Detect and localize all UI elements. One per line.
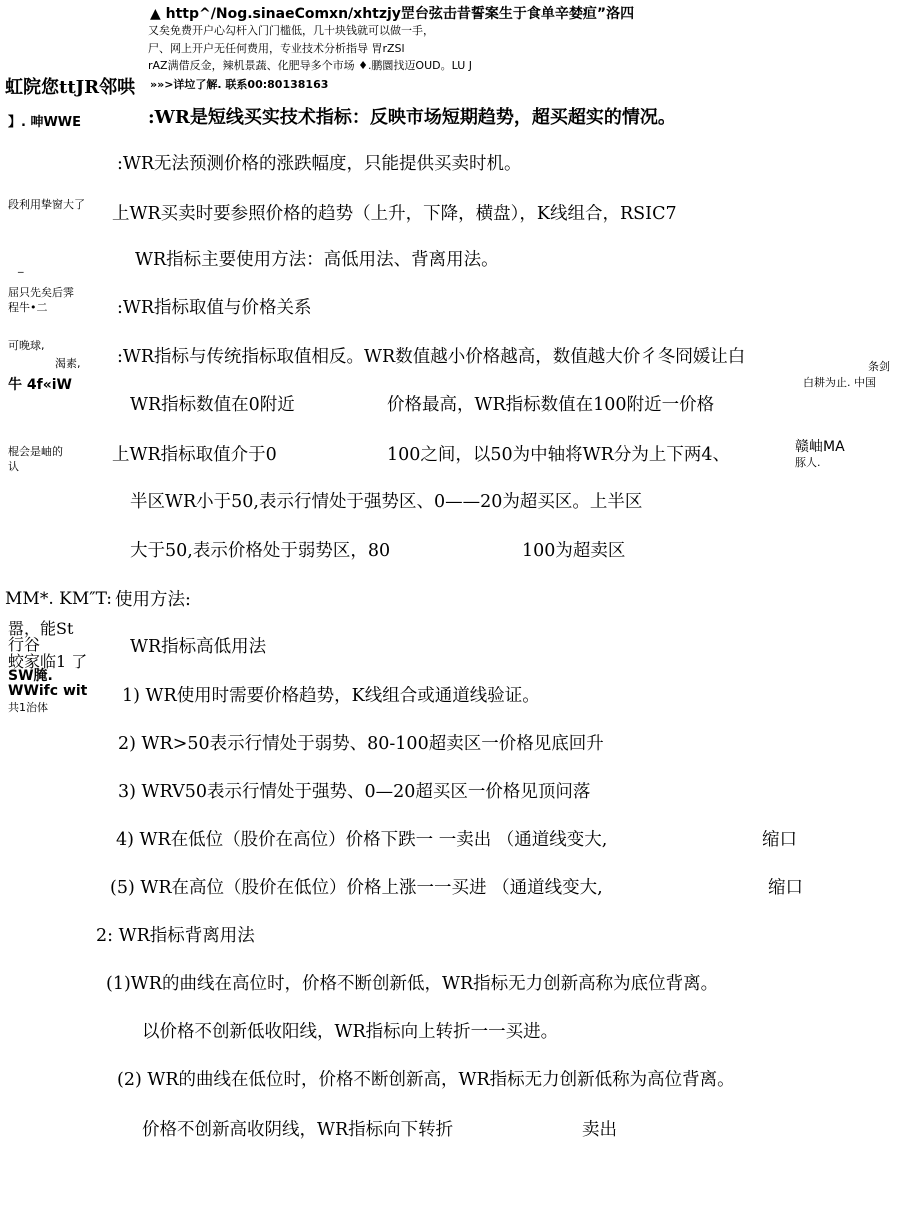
list-item-2: 2) WR>50表示行情处于弱势、80-100超卖区一价格见底回升 (118, 734, 604, 754)
header-line-4: rAZ满借反金，辣机景蔬、化肥导多个市场 ♦.鹏圜找迈OUD。LU J (148, 59, 472, 72)
right-note-1b: 白耕为止. 中国 (803, 376, 876, 389)
side-note-5c: 牛 4f«iW (8, 377, 72, 393)
paragraph-14: 以价格不创新低收阳线，WR指标向上转折一一买进。 (142, 1022, 559, 1042)
paragraph-16b: 卖出 (582, 1120, 617, 1140)
paragraph-10: 使用方法: (115, 590, 191, 610)
right-note-2b: 豚人. (795, 456, 821, 469)
side-note-8c: 蛟家临1 了 (8, 652, 88, 671)
side-note-6a: 棍会是岫的 (8, 445, 63, 458)
main-title: :WR是短线买实技术指标：反映市场短期趋势，超买超实的情况。 (148, 107, 676, 128)
right-note-2a: 赣岫MA (795, 439, 845, 455)
list-item-1: 1) WR使用时需要价格趋势，K线组合或通道线验证。 (122, 686, 540, 706)
right-note-1a: 条剑 (868, 360, 890, 373)
side-note-1: 】. 呻WWE (8, 115, 82, 130)
side-note-5a: 可晚球, (8, 339, 45, 352)
side-note-4b: 程牛•二 (8, 301, 48, 314)
list-item-5: (5) WR在高位（股价在低位）价格上涨一一买进 （通道线变大, (110, 878, 603, 898)
paragraph-6a: WR指标数值在0附近 (130, 395, 295, 415)
side-note-6b: 认 (8, 460, 19, 473)
list-item-4: 4) WR在低位（股价在高位）价格下跌一 一卖出 （通道线变大, (116, 830, 608, 850)
paragraph-13: (1)WR的曲线在高位时，价格不断创新低，WR指标无力创新高称为底位背离。 (106, 974, 719, 994)
side-note-7: MM*. KM″T: (5, 589, 113, 609)
paragraph-12: 2: WR指标背离用法 (96, 926, 255, 946)
side-note-8f: 共1治体 (8, 701, 48, 714)
side-note-3: _ (18, 260, 24, 273)
paragraph-11: WR指标高低用法 (130, 637, 267, 657)
list-item-5-tail: 缩口 (768, 878, 803, 898)
side-note-8d: SW腌. (8, 668, 53, 684)
header-line-5: »»>详垃了解. 联系00:80138163 (150, 78, 329, 91)
paragraph-7a: 上WR指标取值介于0 (112, 445, 277, 465)
side-note-8a: 嚣，能St (8, 619, 74, 638)
side-note-5b: 渴素, (55, 357, 81, 370)
header-line-3: 尸、网上开户无任何费用，专业技术分析指导 胃rZSl (148, 42, 405, 55)
left-title: 虹院您ttJR邻哄 (5, 77, 136, 98)
paragraph-1: :WR无法预测价格的涨跌幅度，只能提供买卖时机。 (117, 154, 522, 174)
paragraph-15: (2) WR的曲线在低位时，价格不断创新高，WR指标无力创新低称为高位背离。 (117, 1070, 735, 1090)
paragraph-2: 上WR买卖时要参照价格的趋势（上升，下降，横盘），K线组合，RSIC7 (112, 204, 677, 224)
paragraph-5: :WR指标与传统指标取值相反。WR数值越小价格越高，数值越大价彳冬冏媛让白 (117, 347, 746, 367)
paragraph-9b: 100为超卖区 (522, 541, 626, 561)
header-line-1: ▲ http^/Nog.sinaeComxn/xhtzjy罡台弦击昔誓案生于食单辛婪疸”洛四 (150, 6, 635, 22)
paragraph-9a: 大于50,表示价格处于弱势区，80 (130, 541, 391, 561)
paragraph-16a: 价格不创新高收阴线，WR指标向下转折 (142, 1120, 454, 1140)
list-item-4-tail: 缩口 (762, 830, 797, 850)
paragraph-6b: 价格最高，WR指标数值在100附近一价格 (387, 395, 715, 415)
paragraph-3: WR指标主要使用方法：高低用法、背离用法。 (135, 250, 499, 270)
side-note-4a: 屈只先矣后霁 (8, 286, 74, 299)
paragraph-8: 半区WR小于50,表示行情处于强势区、0——20为超买区。上半区 (130, 492, 643, 512)
paragraph-4: :WR指标取值与价格关系 (117, 298, 312, 318)
paragraph-7b: 100之间，以50为中轴将WR分为上下两4、 (387, 445, 730, 465)
header-line-2: 又矣免费开户心勾杆入门门槛低，几十块钱就可以做一手， (148, 24, 434, 37)
side-note-8b: 行谷 (8, 635, 41, 654)
side-note-8e: WWifc wit (8, 683, 88, 699)
list-item-3: 3) WRV50表示行情处于强势、0—20超买区一价格见顶问落 (118, 782, 591, 802)
side-note-2: 段利用挚窗大了 (8, 198, 85, 211)
